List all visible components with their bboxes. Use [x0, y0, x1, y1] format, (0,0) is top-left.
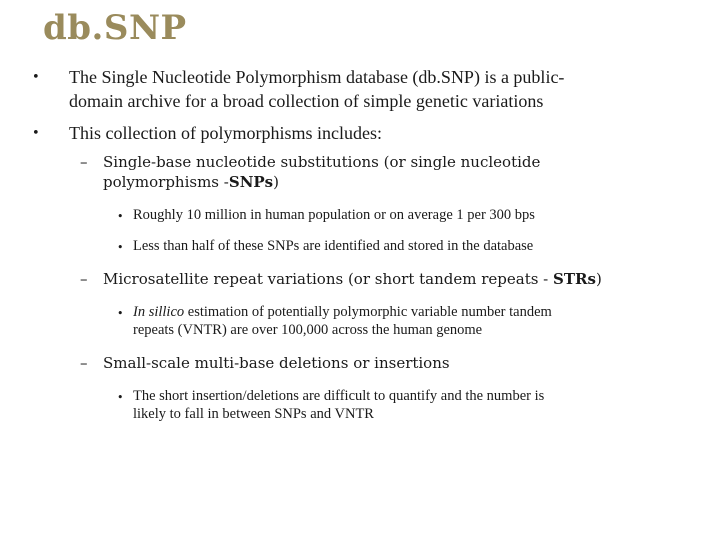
sub-item-line: polymorphisms -SNPs) — [103, 173, 279, 191]
bullet-text — [69, 65, 564, 113]
bullet-line: The Single Nucleotide Polymorphism database (db.SNP) is a public- — [69, 67, 565, 87]
bullet-line: This collection of polymorphisms includes: — [69, 123, 382, 143]
bullet-dot: • — [117, 210, 124, 223]
detail-line: The short insertion/deletions are difficult to quantify and the number is — [133, 388, 545, 404]
detail-text: Less than half of these SNPs are identified and stored in the database — [133, 238, 534, 254]
snps-term: SNPs — [228, 173, 274, 191]
detail-line: repeats (VNTR) are over 100,000 across the human genome — [133, 322, 483, 338]
bullet-dot: • — [32, 126, 40, 141]
sub-item-text — [103, 152, 540, 192]
bullet-dot: • — [117, 391, 124, 404]
bullet-dot: • — [117, 307, 124, 320]
dash-marker: – — [80, 153, 88, 171]
dash-marker: – — [80, 354, 88, 372]
bullet-text — [69, 121, 382, 145]
bullet-line: domain archive for a broad collection of simple genetic variations — [69, 91, 544, 111]
sub-item-text: Small-scale multi-base deletions or insertions — [103, 354, 450, 372]
sub-item-line: Microsatellite repeat variations (or short tandem repeats - STRs) — [103, 270, 602, 288]
detail-line: likely to fall in between SNPs and VNTR — [133, 406, 374, 422]
sub-item-text — [103, 269, 602, 289]
sub-item-line: Single-base nucleotide substitutions (or single nucleotide — [103, 153, 541, 171]
slide-title: db.SNP — [43, 8, 187, 48]
strs-term: STRs — [553, 270, 596, 288]
detail-line: In sillico estimation of potentially polymorphic variable number tandem — [133, 304, 552, 320]
detail-text: Roughly 10 million in human population or on average 1 per 300 bps — [133, 207, 535, 223]
detail-text — [133, 303, 552, 339]
bullet-dot: • — [117, 241, 124, 254]
bullet-dot: • — [32, 70, 40, 85]
dash-marker: – — [80, 270, 88, 288]
detail-text — [133, 387, 544, 423]
